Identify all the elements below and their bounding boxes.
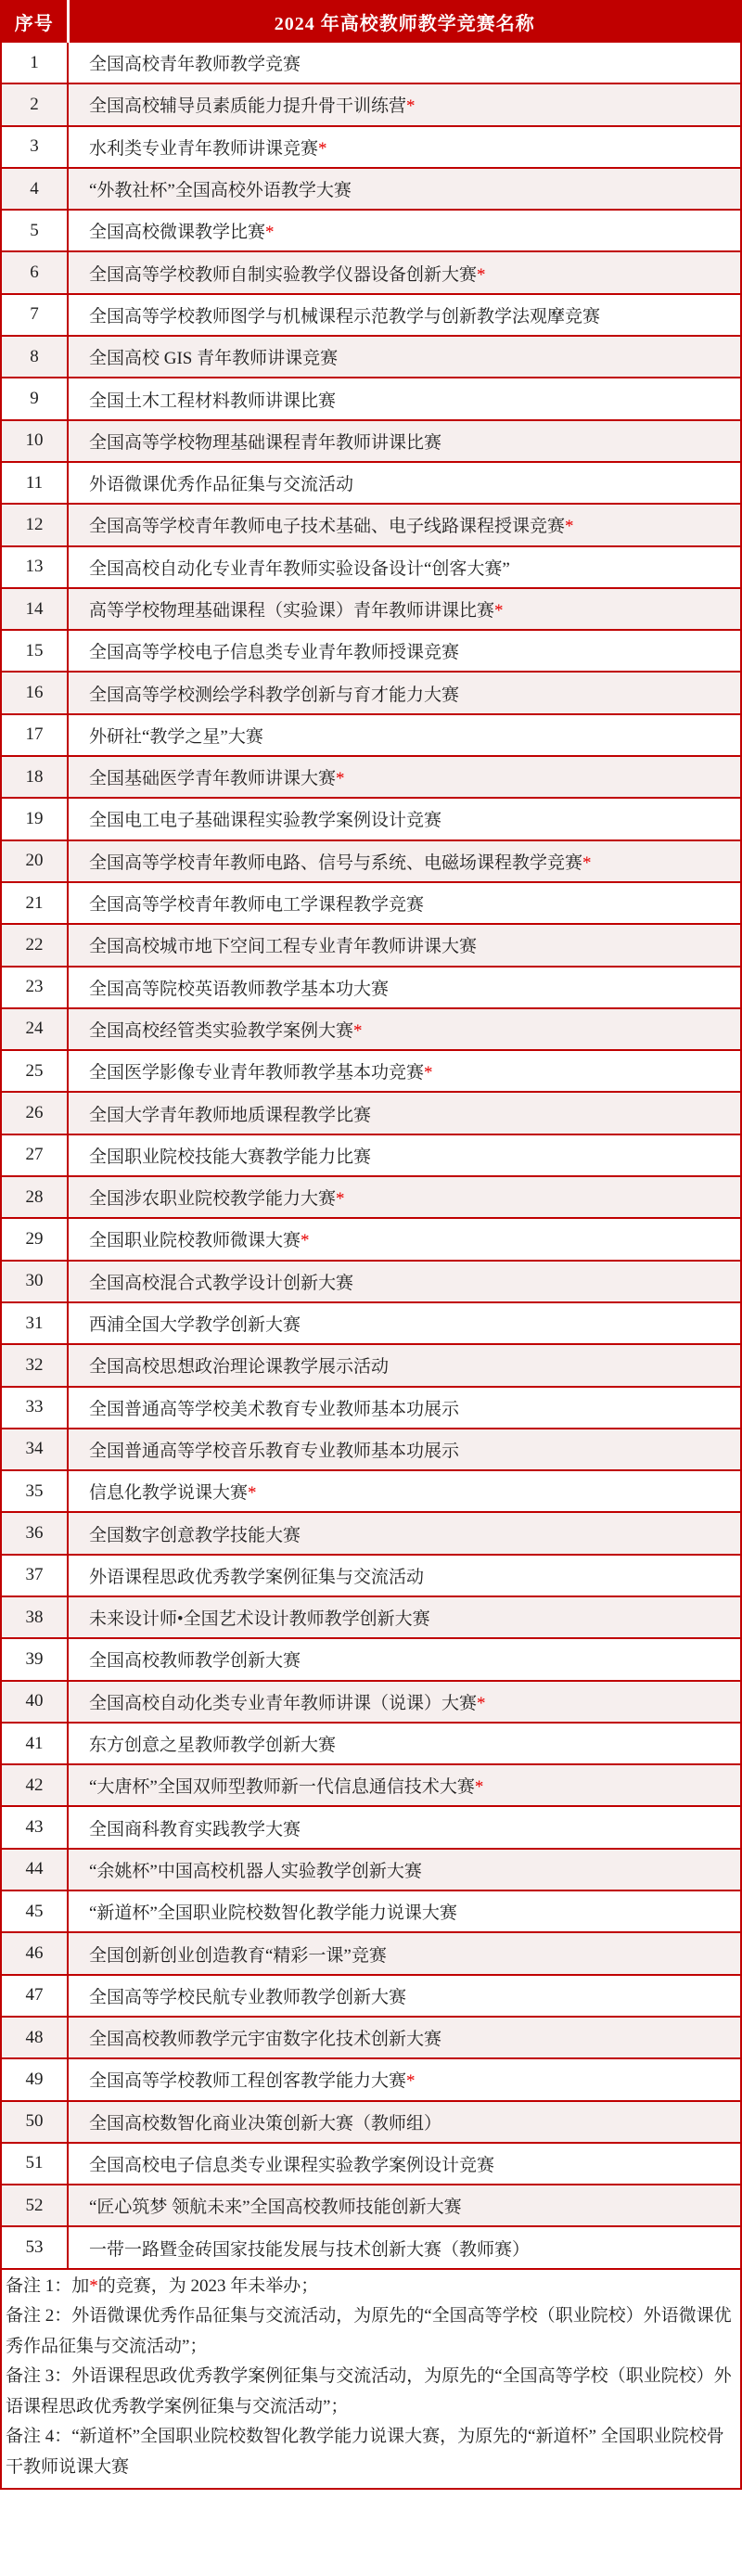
competition-name: “匠心筑梦 领航未来”全国高校教师技能创新大赛 — [89, 2198, 462, 2218]
table-row — [1, 126, 741, 168]
row-number: 6 — [1, 251, 68, 293]
competition-name-cell — [68, 1849, 741, 1890]
competition-name-cell — [68, 756, 741, 798]
competition-name: 全国高等学校测绘学科教学创新与育才能力大赛 — [89, 685, 460, 705]
competition-name-cell — [68, 1218, 741, 1260]
row-number: 16 — [1, 672, 68, 713]
competition-name: 全国高校思想政治理论课教学展示活动 — [89, 1357, 390, 1378]
table-row — [1, 83, 741, 125]
row-number: 25 — [1, 1050, 68, 1092]
row-number: 7 — [1, 294, 68, 336]
competition-name-cell — [68, 798, 741, 839]
row-number: 21 — [1, 882, 68, 924]
competition-name-cell — [68, 630, 741, 672]
competition-name: 全国大学青年教师地质课程教学比赛 — [89, 1105, 372, 1125]
competition-name-cell — [68, 1302, 741, 1344]
row-number: 34 — [1, 1429, 68, 1470]
row-number: 13 — [1, 546, 68, 588]
competition-name-cell — [68, 294, 741, 336]
competition-name-cell — [68, 1975, 741, 2017]
row-number: 48 — [1, 2017, 68, 2058]
asterisk-marker: * — [248, 1483, 257, 1504]
competition-name-cell — [68, 1050, 741, 1092]
row-number: 28 — [1, 1176, 68, 1218]
asterisk-marker: * — [406, 96, 416, 117]
asterisk-marker: * — [565, 517, 574, 537]
competition-name-cell — [68, 882, 741, 924]
table-row — [1, 588, 741, 630]
competition-name-cell — [68, 2185, 741, 2226]
competition-name-cell — [68, 1387, 741, 1429]
table-row — [1, 1890, 741, 1932]
table-row — [1, 756, 741, 798]
footnote-line — [6, 2272, 736, 2302]
row-number: 17 — [1, 714, 68, 756]
row-number: 52 — [1, 2185, 68, 2226]
table-row — [1, 1218, 741, 1260]
competition-name-cell — [68, 1344, 741, 1386]
row-number: 41 — [1, 1723, 68, 1764]
table-row — [1, 924, 741, 966]
asterisk-marker: * — [336, 769, 345, 789]
table-row — [1, 1429, 741, 1470]
competition-name: 全国普通高等学校音乐教育专业教师基本功展示 — [89, 1441, 460, 1461]
row-number: 26 — [1, 1092, 68, 1134]
table-row — [1, 2017, 741, 2058]
table-row — [1, 1723, 741, 1764]
footnote-line — [6, 2362, 736, 2422]
table-row — [1, 840, 741, 882]
competition-name-cell — [68, 2226, 741, 2268]
row-number: 42 — [1, 1764, 68, 1806]
row-number: 11 — [1, 462, 68, 504]
asterisk-marker: * — [477, 1693, 486, 1713]
competition-name: “余姚杯”中国高校机器人实验教学创新大赛 — [89, 1861, 422, 1881]
table-row — [1, 168, 741, 210]
competition-name: 全国基础医学青年教师讲课大赛 — [89, 769, 337, 789]
asterisk-marker: * — [474, 1777, 484, 1798]
competition-name-cell — [68, 420, 741, 462]
row-number: 10 — [1, 420, 68, 462]
notes-cell — [1, 2269, 741, 2490]
row-number: 1 — [1, 42, 68, 83]
competition-name: 全国高校自动化专业青年教师实验设备设计“创客大赛” — [89, 558, 510, 579]
competition-name-cell — [68, 924, 741, 966]
competition-name: 外语微课优秀作品征集与交流活动 — [89, 475, 354, 495]
row-number: 27 — [1, 1134, 68, 1176]
table-row — [1, 882, 741, 924]
table-row — [1, 1470, 741, 1512]
row-number: 51 — [1, 2143, 68, 2185]
competition-name: 全国高等学校电子信息类专业青年教师授课竞赛 — [89, 643, 460, 663]
table-row — [1, 546, 741, 588]
competition-name: 全国高校经管类实验教学案例大赛 — [89, 1020, 354, 1041]
asterisk-marker: * — [318, 138, 327, 159]
table-row — [1, 210, 741, 251]
row-number: 29 — [1, 1218, 68, 1260]
table-row — [1, 2185, 741, 2226]
row-number: 4 — [1, 168, 68, 210]
row-number: 49 — [1, 2058, 68, 2100]
table-row — [1, 420, 741, 462]
competition-name-cell — [68, 378, 741, 419]
table-row — [1, 1555, 741, 1596]
competition-name-cell — [68, 1429, 741, 1470]
row-number: 22 — [1, 924, 68, 966]
competition-name: 全国高校微课教学比赛 — [89, 223, 266, 243]
competition-name-cell — [68, 2017, 741, 2058]
competition-name: 高等学校物理基础课程（实验课）青年教师讲课比赛 — [89, 601, 495, 621]
competition-name-cell — [68, 1512, 741, 1554]
table-row — [1, 42, 741, 83]
notes-row — [1, 2269, 741, 2490]
row-number: 20 — [1, 840, 68, 882]
competition-name: 全国高校数智化商业决策创新大赛（教师组） — [89, 2113, 442, 2134]
table-row — [1, 1806, 741, 1848]
table-row — [1, 1681, 741, 1723]
table-row — [1, 2058, 741, 2100]
row-number: 35 — [1, 1470, 68, 1512]
row-number: 31 — [1, 1302, 68, 1344]
table-row — [1, 378, 741, 419]
asterisk-marker: * — [582, 852, 592, 873]
competition-name: 全国电工电子基础课程实验教学案例设计竞赛 — [89, 811, 442, 831]
competition-name: “新道杯”全国职业院校数智化教学能力说课大赛 — [89, 1903, 457, 1924]
table-row — [1, 1344, 741, 1386]
table-row — [1, 336, 741, 378]
row-number: 40 — [1, 1681, 68, 1723]
competition-name-cell — [68, 546, 741, 588]
competition-name: 全国创新创业创造教育“精彩一课”竞赛 — [89, 1945, 387, 1966]
competition-name: 全国职业院校教师微课大赛 — [89, 1231, 301, 1251]
competition-name-cell — [68, 336, 741, 378]
table-row — [1, 1512, 741, 1554]
table-row — [1, 1261, 741, 1302]
asterisk-marker: * — [406, 2071, 416, 2092]
competition-name: 全国普通高等学校美术教育专业教师基本功展示 — [89, 1399, 460, 1419]
row-number: 39 — [1, 1638, 68, 1680]
row-number: 9 — [1, 378, 68, 419]
competition-name: “大唐杯”全国双师型教师新一代信息通信技术大赛 — [89, 1777, 475, 1798]
table-row — [1, 2143, 741, 2185]
footnote-text: 备注 4：“新道杯”全国职业院校数智化教学能力说课大赛，为原先的“新道杯” 全国职业院校骨干教师说课大赛 — [6, 2427, 724, 2477]
table-row — [1, 1302, 741, 1344]
row-number: 44 — [1, 1849, 68, 1890]
competition-name-cell — [68, 1470, 741, 1512]
competition-name: 全国高校混合式教学设计创新大赛 — [89, 1273, 354, 1293]
asterisk-marker: * — [336, 1189, 345, 1210]
competition-name: 全国医学影像专业青年教师教学基本功竞赛 — [89, 1063, 425, 1083]
table-row — [1, 1387, 741, 1429]
competition-name-cell — [68, 1555, 741, 1596]
competition-name-cell — [68, 168, 741, 210]
row-number: 37 — [1, 1555, 68, 1596]
table-row — [1, 1764, 741, 1806]
row-number: 14 — [1, 588, 68, 630]
row-number: 32 — [1, 1344, 68, 1386]
table-row — [1, 630, 741, 672]
competition-name-cell — [68, 672, 741, 713]
row-number: 38 — [1, 1596, 68, 1638]
row-number: 3 — [1, 126, 68, 168]
competition-name: 全国数字创意教学技能大赛 — [89, 1525, 301, 1545]
header-index-label: 序号 — [1, 1, 68, 42]
row-number: 33 — [1, 1387, 68, 1429]
table-row — [1, 462, 741, 504]
competition-name: 外语课程思政优秀教学案例征集与交流活动 — [89, 1567, 425, 1587]
table-header-row — [1, 1, 741, 42]
competition-name: 全国高校教师教学元宇宙数字化技术创新大赛 — [89, 2030, 442, 2050]
competition-name: 全国高等学校民航专业教师教学创新大赛 — [89, 1987, 407, 2007]
competition-name: 全国涉农职业院校教学能力大赛 — [89, 1189, 337, 1210]
competition-name: 全国土木工程材料教师讲课比赛 — [89, 391, 337, 411]
competition-name: 全国商科教育实践教学大赛 — [89, 1819, 301, 1839]
footnote-line — [6, 2422, 736, 2482]
competition-name: 全国高校青年教师教学竞赛 — [89, 55, 301, 75]
competition-name: 全国高校教师教学创新大赛 — [89, 1651, 301, 1672]
competition-name-cell — [68, 2143, 741, 2185]
competition-name: 全国高等学校青年教师电子技术基础、电子线路课程授课竞赛 — [89, 517, 566, 537]
competition-name: 全国高校辅导员素质能力提升骨干训练营 — [89, 96, 407, 117]
competition-name-cell — [68, 714, 741, 756]
competition-name-cell — [68, 2058, 741, 2100]
competition-name: 外研社“教学之星”大赛 — [89, 726, 263, 747]
row-number: 24 — [1, 1008, 68, 1050]
competition-name-cell — [68, 2101, 741, 2143]
table-row — [1, 1975, 741, 2017]
competition-name: 西浦全国大学教学创新大赛 — [89, 1315, 301, 1336]
table-row — [1, 504, 741, 545]
row-number: 2 — [1, 83, 68, 125]
table-row — [1, 672, 741, 713]
competition-name: 未来设计师•全国艺术设计教师教学创新大赛 — [89, 1609, 430, 1630]
row-number: 50 — [1, 2101, 68, 2143]
row-number: 15 — [1, 630, 68, 672]
table-row — [1, 1849, 741, 1890]
footnote-text: 备注 1：加 — [6, 2275, 90, 2296]
competition-name-cell — [68, 1723, 741, 1764]
asterisk-marker: * — [353, 1020, 363, 1041]
table-row — [1, 2226, 741, 2268]
competition-name-cell — [68, 1638, 741, 1680]
row-number: 46 — [1, 1932, 68, 1974]
competition-name-cell — [68, 840, 741, 882]
competition-name-cell — [68, 1596, 741, 1638]
table-title: 2024 年高校教师教学竞赛名称 — [68, 1, 741, 42]
competition-name: 全国职业院校技能大赛教学能力比赛 — [89, 1147, 372, 1167]
table-row — [1, 1596, 741, 1638]
competition-name-cell — [68, 588, 741, 630]
competition-name-cell — [68, 1890, 741, 1932]
competition-name-cell — [68, 251, 741, 293]
footnote-asterisk: * — [89, 2275, 98, 2296]
table-row — [1, 251, 741, 293]
row-number: 53 — [1, 2226, 68, 2268]
row-number: 12 — [1, 504, 68, 545]
competition-name-cell — [68, 967, 741, 1008]
table-row — [1, 1008, 741, 1050]
table-row — [1, 294, 741, 336]
competition-name-cell — [68, 42, 741, 83]
competition-name-cell — [68, 1261, 741, 1302]
table-row — [1, 1134, 741, 1176]
competition-name-cell — [68, 126, 741, 168]
table-row — [1, 1176, 741, 1218]
row-number: 23 — [1, 967, 68, 1008]
competition-name: 全国高等学校物理基础课程青年教师讲课比赛 — [89, 432, 442, 453]
competition-name-cell — [68, 1681, 741, 1723]
table-row — [1, 1638, 741, 1680]
footnote-text: 的竞赛，为 2023 年未举办； — [97, 2275, 319, 2296]
row-number: 8 — [1, 336, 68, 378]
asterisk-marker: * — [424, 1063, 433, 1083]
table-row — [1, 714, 741, 756]
competition-name-cell — [68, 1092, 741, 1134]
table-row — [1, 967, 741, 1008]
competition-name: 一带一路暨金砖国家技能发展与技术创新大赛（教师赛） — [89, 2239, 531, 2260]
competition-name-cell — [68, 1806, 741, 1848]
table-row — [1, 1932, 741, 1974]
competition-name: 全国高等学校青年教师电工学课程教学竞赛 — [89, 895, 425, 916]
row-number: 18 — [1, 756, 68, 798]
table-row — [1, 1050, 741, 1092]
row-number: 43 — [1, 1806, 68, 1848]
competition-name-cell — [68, 462, 741, 504]
table-row — [1, 1092, 741, 1134]
competition-name: 全国高等学校教师自制实验教学仪器设备创新大赛 — [89, 264, 478, 285]
competition-name-cell — [68, 1008, 741, 1050]
competition-name: 水利类专业青年教师讲课竞赛 — [89, 138, 319, 159]
footnote-text: 备注 2：外语微课优秀作品征集与交流活动，为原先的“全国高等学校（职业院校）外语微课优秀作品征集与交流活动”； — [6, 2306, 732, 2356]
table-row — [1, 798, 741, 839]
competition-name-cell — [68, 1932, 741, 1974]
row-number: 47 — [1, 1975, 68, 2017]
row-number: 36 — [1, 1512, 68, 1554]
row-number: 45 — [1, 1890, 68, 1932]
competition-name: 全国高校 GIS 青年教师讲课竞赛 — [89, 349, 339, 369]
row-number: 30 — [1, 1261, 68, 1302]
competition-name-cell — [68, 210, 741, 251]
asterisk-marker: * — [301, 1231, 310, 1251]
row-number: 5 — [1, 210, 68, 251]
asterisk-marker: * — [477, 264, 486, 285]
competition-name: 全国高等学校教师工程创客教学能力大赛 — [89, 2071, 407, 2092]
competition-name-cell — [68, 1176, 741, 1218]
competition-name-cell — [68, 1764, 741, 1806]
competition-name: 全国高校电子信息类专业课程实验教学案例设计竞赛 — [89, 2155, 495, 2175]
competition-name: 东方创意之星教师教学创新大赛 — [89, 1736, 337, 1756]
competition-name: 全国高校自动化类专业青年教师讲课（说课）大赛 — [89, 1693, 478, 1713]
competition-name: 全国高等学校青年教师电路、信号与系统、电磁场课程教学竞赛 — [89, 852, 583, 873]
footnote-text: 备注 3：外语课程思政优秀教学案例征集与交流活动，为原先的“全国高等学校（职业院校）外语课程思政优秀教学案例征集与交流活动”； — [6, 2366, 732, 2416]
competition-name: 全国高等学校教师图学与机械课程示范教学与创新教学法观摩竞赛 — [89, 306, 601, 327]
competition-name-cell — [68, 83, 741, 125]
competition-name: 全国高等院校英语教师教学基本功大赛 — [89, 979, 390, 999]
competition-name-cell — [68, 504, 741, 545]
competition-name: “外教社杯”全国高校外语教学大赛 — [89, 181, 352, 201]
competition-name: 全国高校城市地下空间工程专业青年教师讲课大赛 — [89, 937, 478, 957]
competition-name-cell — [68, 1134, 741, 1176]
asterisk-marker: * — [494, 601, 504, 621]
asterisk-marker: * — [265, 223, 275, 243]
competition-name: 信息化教学说课大赛 — [89, 1483, 249, 1504]
table-row — [1, 2101, 741, 2143]
row-number: 19 — [1, 798, 68, 839]
footnote-line — [6, 2301, 736, 2362]
